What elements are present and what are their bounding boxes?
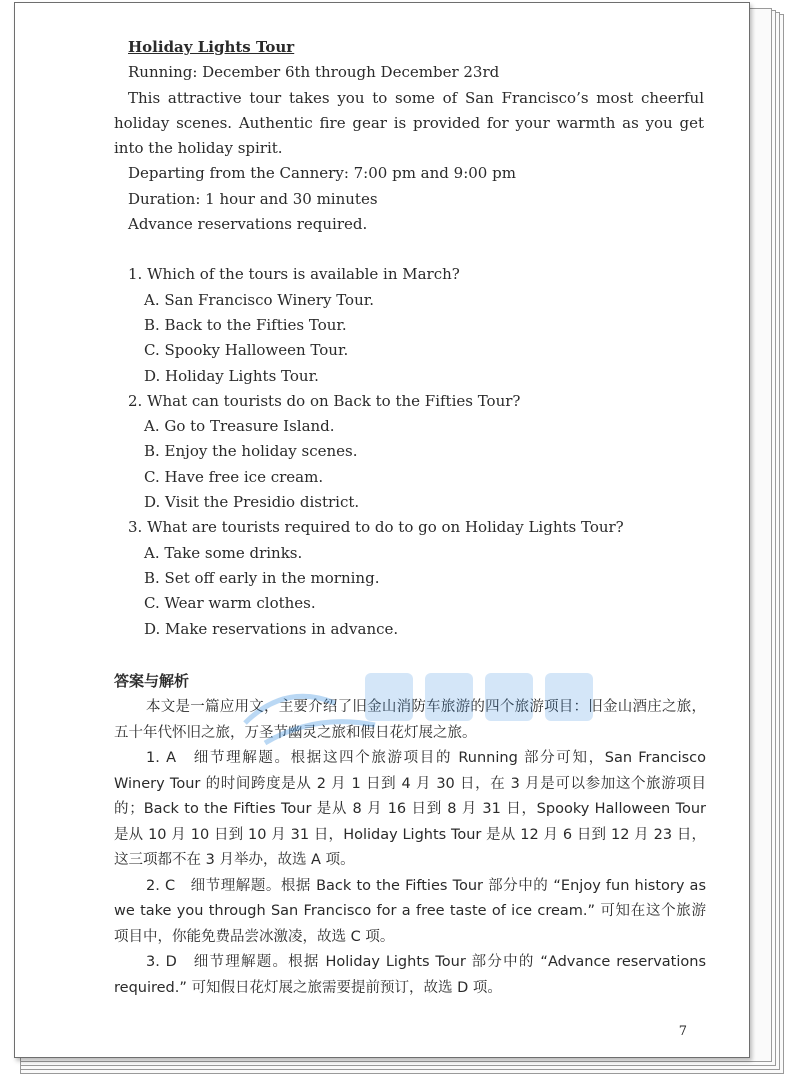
watermark-logo — [225, 663, 625, 773]
option-d: D. Holiday Lights Tour. — [144, 366, 319, 385]
answers-intro: 本文是一篇应用文，主要介绍了旧金山消防车旅游的四个旅游项目：旧金山酒庄之旅，五十年代怀旧之旅，万圣节幽灵之旅和假日花灯展之旅。 — [114, 699, 706, 741]
option-a: A. Take some drinks. — [144, 543, 303, 562]
option-d: D. Visit the Presidio district. — [144, 493, 360, 512]
tour-section — [114, 35, 704, 642]
tour-title: Holiday Lights Tour — [128, 38, 295, 56]
answer-1: 1. A 细节理解题。根据这四个旅游项目的 Running 部分可知，San Francisco Winery Tour 的时间跨度是从 2 月 1 日到 4 月 30 日，在 3 月是可以参加这个旅游项目的；Back to the Fifties Tour 是从 8 月 16 日到 8 月 31 日，Spooky Halloween Tour 是从 10 月 10 日到 10 月 31 日，Holiday Lights Tour 是从 12 月 6 日到 12 月 23 日，这三项都不在 3 月举办，故选 A 项。 — [114, 750, 706, 868]
option-b: B. Set off early in the morning. — [144, 568, 380, 587]
question-2 — [114, 389, 704, 515]
tour-reservations: Advance reservations required. — [128, 215, 368, 234]
book-page — [14, 2, 750, 1058]
question-1 — [114, 262, 704, 388]
answer-2: 2. C 细节理解题。根据 Back to the Fifties Tour 部分中的 “Enjoy fun history as we take you through San Francisco for a free taste of ice cream.” 可知在这个旅游项目中，你能免费品尝冰激凌，故选 C 项。 — [114, 877, 706, 945]
option-b: B. Enjoy the holiday scenes. — [144, 442, 358, 461]
page-number: 7 — [678, 1024, 687, 1039]
tour-departing: Departing from the Cannery: 7:00 pm and 9:00 pm — [128, 164, 516, 183]
answer-3: 3. D 细节理解题。根据 Holiday Lights Tour 部分中的 “Advance reservations required.” 可知假日花灯展之旅需要提前预订，故选 D 项。 — [114, 954, 706, 996]
question-stem: 2. What can tourists do on Back to the Fifties Tour? — [128, 391, 521, 410]
tour-running: Running: December 6th through December 23rd — [128, 63, 500, 82]
tour-duration: Duration: 1 hour and 30 minutes — [128, 189, 378, 208]
question-3 — [114, 515, 704, 641]
option-b: B. Back to the Fifties Tour. — [144, 315, 347, 334]
option-a: A. Go to Treasure Island. — [144, 417, 335, 436]
question-stem: 3. What are tourists required to do to go on Holiday Lights Tour? — [128, 518, 624, 537]
option-d: D. Make reservations in advance. — [144, 619, 399, 638]
question-stem: 1. Which of the tours is available in March? — [128, 265, 460, 284]
option-c: C. Spooky Halloween Tour. — [144, 341, 349, 360]
option-c: C. Have free ice cream. — [144, 467, 324, 486]
answers-heading: 答案与解析 — [114, 672, 190, 690]
option-c: C. Wear warm clothes. — [144, 594, 316, 613]
option-a: A. San Francisco Winery Tour. — [144, 290, 375, 309]
tour-description: This attractive tour takes you to some of San Francisco’s most cheerful holiday scenes. Authentic fire gear is provided for your warmth as you get into the holiday spirit. — [114, 88, 704, 158]
